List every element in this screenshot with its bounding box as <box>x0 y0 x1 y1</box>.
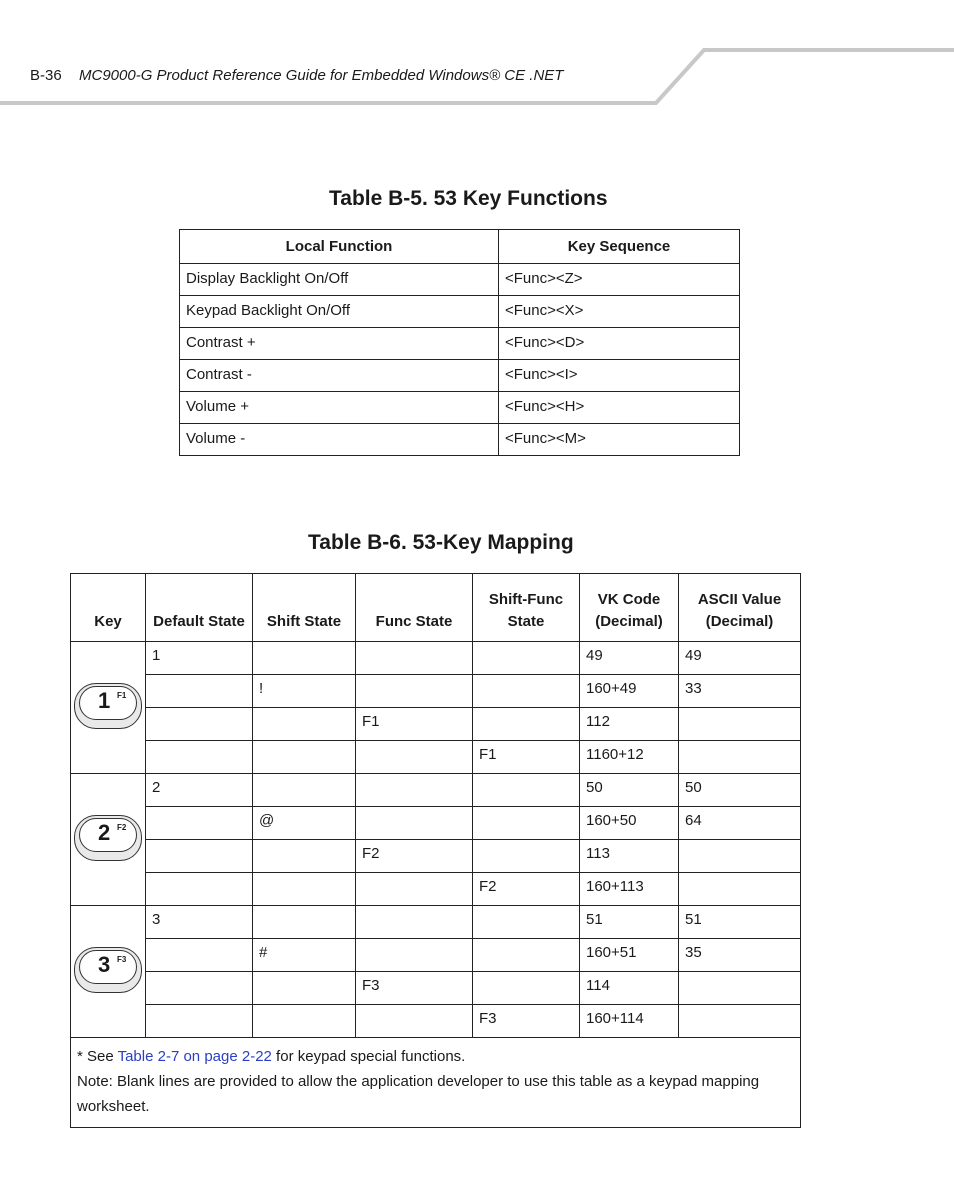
local-function-cell: Contrast - <box>180 360 499 392</box>
shift-state-cell <box>253 642 356 675</box>
local-function-cell: Contrast + <box>180 328 499 360</box>
shift-func-state-cell <box>473 807 580 840</box>
default-state-cell: 2 <box>146 774 253 807</box>
table-header-row <box>180 230 740 264</box>
vk-code-cell: 112 <box>580 708 679 741</box>
func-state-cell <box>356 675 473 708</box>
key-3-f3-icon <box>74 947 142 993</box>
default-state-cell: 1 <box>146 642 253 675</box>
table-row <box>71 906 801 939</box>
ascii-value-cell <box>679 873 801 906</box>
key-cell <box>71 642 146 774</box>
vk-code-cell: 50 <box>580 774 679 807</box>
ascii-value-cell <box>679 840 801 873</box>
key-1-f1-icon <box>74 683 142 729</box>
ascii-value-cell: 35 <box>679 939 801 972</box>
table-row <box>71 741 801 774</box>
table-footnote-row <box>71 1038 801 1128</box>
key-sequence-cell: <Func><X> <box>499 296 740 328</box>
vk-code-cell: 113 <box>580 840 679 873</box>
key-2-f2-icon <box>74 815 142 861</box>
table-2-7-link[interactable]: Table 2-7 on page 2-22 <box>117 1048 272 1065</box>
ascii-value-cell: 51 <box>679 906 801 939</box>
key-sequence-cell: <Func><D> <box>499 328 740 360</box>
key-sequence-cell: <Func><I> <box>499 360 740 392</box>
shift-func-state-cell: F1 <box>473 741 580 774</box>
table-row <box>71 939 801 972</box>
key-functions-table <box>179 229 740 456</box>
table-row <box>180 296 740 328</box>
func-state-cell <box>356 906 473 939</box>
vk-code-cell: 51 <box>580 906 679 939</box>
column-header-shift-func-state: Shift-Func State <box>473 574 580 642</box>
shift-func-state-cell <box>473 675 580 708</box>
func-state-cell <box>356 774 473 807</box>
default-state-cell <box>146 1005 253 1038</box>
key-func-label: F2 <box>117 822 127 832</box>
key-label: 1 <box>98 687 111 713</box>
page-number: B-36 <box>30 67 62 84</box>
vk-code-cell: 160+50 <box>580 807 679 840</box>
column-header-ascii-value: ASCII Value (Decimal) <box>679 574 801 642</box>
vk-code-cell: 160+49 <box>580 675 679 708</box>
default-state-cell <box>146 675 253 708</box>
key-cell <box>71 774 146 906</box>
local-function-cell: Volume - <box>180 424 499 456</box>
shift-func-state-cell <box>473 939 580 972</box>
default-state-cell <box>146 939 253 972</box>
table-row <box>180 424 740 456</box>
default-state-cell <box>146 972 253 1005</box>
table-row <box>71 1005 801 1038</box>
column-header-default-state: Default State <box>146 574 253 642</box>
table-b6-title: Table B-6. 53-Key Mapping <box>308 531 574 554</box>
ascii-value-cell <box>679 1005 801 1038</box>
vk-code-cell: 49 <box>580 642 679 675</box>
table-footnote <box>71 1038 801 1128</box>
key-sequence-cell: <Func><H> <box>499 392 740 424</box>
vk-code-cell: 114 <box>580 972 679 1005</box>
func-state-cell <box>356 939 473 972</box>
shift-state-cell: @ <box>253 807 356 840</box>
table-row <box>180 264 740 296</box>
column-header-local-function: Local Function <box>180 230 499 264</box>
column-header-vk-code: VK Code (Decimal) <box>580 574 679 642</box>
table-row <box>71 774 801 807</box>
table-row <box>71 642 801 675</box>
key-func-label: F3 <box>117 954 127 964</box>
local-function-cell: Keypad Backlight On/Off <box>180 296 499 328</box>
shift-func-state-cell: F2 <box>473 873 580 906</box>
shift-func-state-cell <box>473 906 580 939</box>
func-state-cell <box>356 807 473 840</box>
vk-code-cell: 1160+12 <box>580 741 679 774</box>
table-row <box>71 708 801 741</box>
table-row <box>180 328 740 360</box>
ascii-value-cell <box>679 708 801 741</box>
func-state-cell: F1 <box>356 708 473 741</box>
shift-state-cell <box>253 708 356 741</box>
key-mapping-table <box>70 573 801 1128</box>
shift-state-cell: ! <box>253 675 356 708</box>
default-state-cell <box>146 840 253 873</box>
local-function-cell: Volume + <box>180 392 499 424</box>
shift-state-cell <box>253 774 356 807</box>
column-header-shift-state: Shift State <box>253 574 356 642</box>
shift-func-state-cell <box>473 708 580 741</box>
shift-state-cell <box>253 840 356 873</box>
key-sequence-cell: <Func><Z> <box>499 264 740 296</box>
func-state-cell: F2 <box>356 840 473 873</box>
shift-func-state-cell <box>473 840 580 873</box>
table-row <box>180 392 740 424</box>
key-label: 2 <box>98 819 111 845</box>
column-header-key-sequence: Key Sequence <box>499 230 740 264</box>
shift-state-cell <box>253 972 356 1005</box>
shift-state-cell: # <box>253 939 356 972</box>
shift-state-cell <box>253 873 356 906</box>
func-state-cell <box>356 642 473 675</box>
default-state-cell <box>146 807 253 840</box>
footnote-see-line: * See Table 2-7 on page 2-22 for keypad special functions. <box>77 1048 466 1065</box>
default-state-cell <box>146 708 253 741</box>
shift-func-state-cell <box>473 972 580 1005</box>
ascii-value-cell <box>679 972 801 1005</box>
ascii-value-cell <box>679 741 801 774</box>
key-cell <box>71 906 146 1038</box>
func-state-cell <box>356 1005 473 1038</box>
vk-code-cell: 160+51 <box>580 939 679 972</box>
func-state-cell: F3 <box>356 972 473 1005</box>
default-state-cell: 3 <box>146 906 253 939</box>
ascii-value-cell: 33 <box>679 675 801 708</box>
func-state-cell <box>356 873 473 906</box>
table-row <box>71 675 801 708</box>
table-row <box>71 840 801 873</box>
shift-state-cell <box>253 906 356 939</box>
key-func-label: F1 <box>117 690 127 700</box>
shift-func-state-cell: F3 <box>473 1005 580 1038</box>
column-header-func-state: Func State <box>356 574 473 642</box>
shift-func-state-cell <box>473 642 580 675</box>
table-row <box>71 972 801 1005</box>
table-row <box>180 360 740 392</box>
table-row <box>71 807 801 840</box>
shift-func-state-cell <box>473 774 580 807</box>
table-row <box>71 873 801 906</box>
func-state-cell <box>356 741 473 774</box>
ascii-value-cell: 64 <box>679 807 801 840</box>
footnote-note: Note: Blank lines are provided to allow the application developer to use this table as a keypad mapping worksheet. <box>77 1073 760 1115</box>
default-state-cell <box>146 741 253 774</box>
local-function-cell: Display Backlight On/Off <box>180 264 499 296</box>
key-sequence-cell: <Func><M> <box>499 424 740 456</box>
default-state-cell <box>146 873 253 906</box>
key-label: 3 <box>98 951 111 977</box>
column-header-key: Key <box>71 574 146 642</box>
header-rule <box>0 0 954 110</box>
ascii-value-cell: 49 <box>679 642 801 675</box>
table-b5-title: Table B-5. 53 Key Functions <box>329 187 608 210</box>
shift-state-cell <box>253 741 356 774</box>
vk-code-cell: 160+113 <box>580 873 679 906</box>
vk-code-cell: 160+114 <box>580 1005 679 1038</box>
document-title: MC9000-G Product Reference Guide for Embedded Windows® CE .NET <box>79 67 564 84</box>
ascii-value-cell: 50 <box>679 774 801 807</box>
table-header-row <box>71 574 801 642</box>
shift-state-cell <box>253 1005 356 1038</box>
